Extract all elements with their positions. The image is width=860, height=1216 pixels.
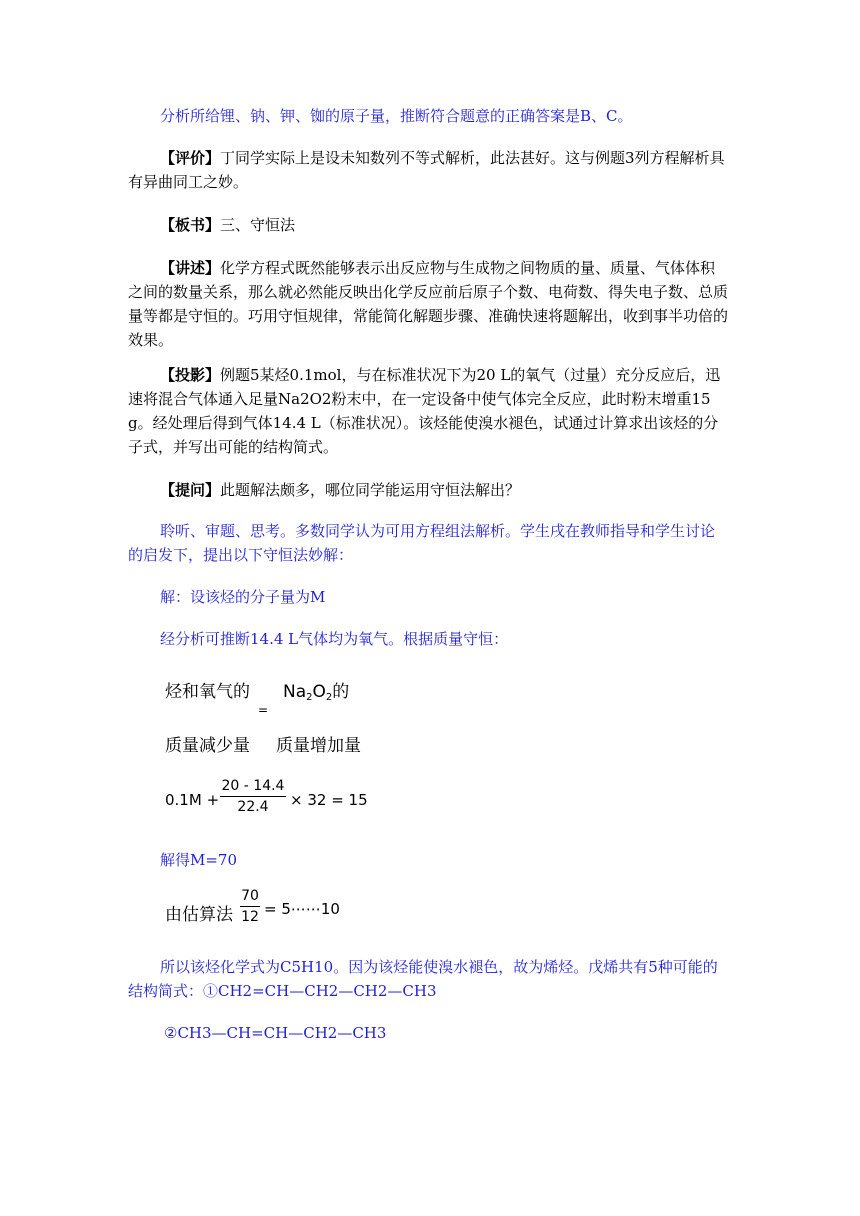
analysis-oxygen-paragraph: 经分析可推断14.4 L气体均为氧气。根据质量守恒：: [160, 630, 509, 648]
conclusion-paragraph: 所以该烃化学式为C5H10。因为该烃能使溴水褪色，故为烯烃。戊烯共有5种可能的结构简式：①CH2=CH—CH2—CH2—CH3: [128, 958, 718, 1000]
eq1-left-top: 烃和氧气的: [165, 682, 250, 702]
question-text: 此题解法颇多，哪位同学能运用守恒法解出？: [220, 481, 521, 499]
evaluation-tag: 【评价】: [160, 149, 221, 167]
solution-paragraph: 解：设该烃的分子量为M: [160, 588, 326, 606]
eq1-equals: =: [258, 703, 269, 717]
eq3-fraction: [240, 887, 260, 926]
eq2-tail: × 32 = 15: [290, 791, 368, 809]
result-paragraph: 解得M=70: [160, 851, 238, 869]
eq2-fraction: [220, 777, 286, 816]
projection-tag: 【投影】: [160, 366, 221, 384]
projection-text: 例题5某烃0.1mol，与在标准状况下为20 L的氧气（过量）充分反应后，迅速将混合气体通入足量Na2O2粉末中，在一定设备中使气体完全反应，此时粉末增重15 g。经处理后得到气体14.4 L（标准状况）。该烃能使溴水褪色，试通过计算求出该烃的分子式，并写出可能的结构简式。: [128, 366, 721, 456]
lecture-paragraph: [128, 256, 728, 352]
eq3-fraction-bar: [240, 906, 260, 907]
question-tag: 【提问】: [160, 481, 221, 499]
eq3-denominator: 12: [241, 909, 259, 925]
eq2-numerator: 20 - 14.4: [221, 778, 285, 794]
listening-paragraph: 聆听、审题、思考。多数同学认为可用方程组法解析。学生戌在教师指导和学生讨论的启发下，提出以下守恒法妙解：: [128, 522, 716, 564]
eq2-lead: 0.1M +: [165, 791, 220, 809]
board-paragraph: [128, 213, 728, 237]
lecture-text: 化学方程式既然能够表示出反应物与生成物之间物质的量、质量、气体体积之间的数量关系，那么就必然能反映出化学反应前后原子个数、电荷数、得失电子数、总质量等都是守恒的。巧用守恒规律，常能简化解题步骤、准确快速将题解出，收到事半功倍的效果。: [128, 259, 729, 349]
evaluation-paragraph: [128, 146, 728, 194]
board-text: 三、守恒法: [220, 216, 296, 234]
eq3-numerator: 70: [241, 888, 259, 904]
lecture-tag: 【讲述】: [160, 259, 221, 277]
structure-2-paragraph: ②CH3—CH=CH—CH2—CH3: [164, 1024, 387, 1042]
eq3-tail: = 5⋯⋯10: [264, 900, 340, 918]
evaluation-text: 丁同学实际上是设未知数列不等式解析，此法甚好。这与例题3列方程解析具有异曲同工之妙。: [128, 149, 725, 191]
analysis-paragraph: 分析所给锂、钠、钾、铷的原子量，推断符合题意的正确答案是B、C。: [160, 107, 633, 125]
eq1-right-top: Na2O2的: [283, 682, 350, 703]
eq2-fraction-bar: [220, 796, 286, 797]
eq3-lead: 由估算法: [165, 905, 233, 925]
eq2-denominator: 22.4: [237, 799, 269, 815]
eq1-left-bottom: 质量减少量: [165, 736, 250, 756]
question-paragraph: [128, 478, 728, 502]
eq1-right-bottom: 质量增加量: [276, 736, 361, 756]
projection-paragraph: [128, 363, 728, 459]
board-tag: 【板书】: [160, 216, 221, 234]
